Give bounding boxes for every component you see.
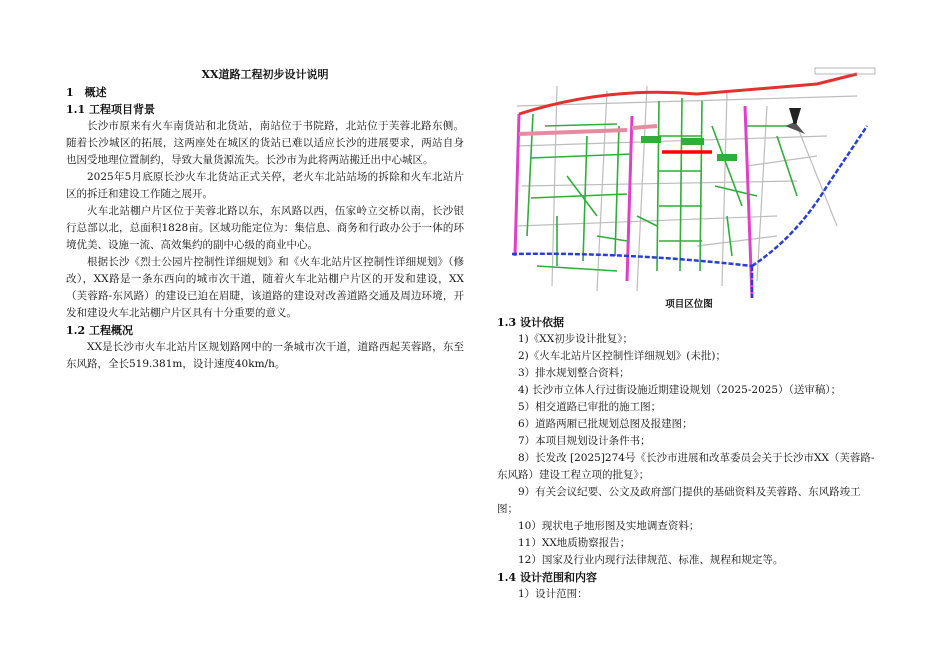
- basis-item-1: 1)《XX初步设计批复》；: [518, 333, 633, 345]
- location-map: [497, 66, 881, 298]
- section-1-3-heading: 1.3 设计依据: [497, 316, 564, 329]
- location-map-image: [497, 66, 881, 298]
- scope-item-1: 1）设计范围：: [518, 588, 588, 600]
- basis-item-11: 11）XX地质勘察报告；: [518, 537, 631, 549]
- paragraph-1: 长沙市原来有火车南货站和北货站，南站位于书院路，北站位于芙蓉北路东侧。随着长沙城区的拓展，这两座处在城区的货站已难以适应长沙的进展要求，两站自身也因受地理位置制约，导致大量货源流失。长沙市为此将两站搬迁出中心城区。: [66, 120, 464, 166]
- section-1-4-heading: 1.4 设计范围和内容: [497, 571, 597, 584]
- map-caption: 项目区位图: [665, 299, 713, 310]
- section-1-2-heading: 1.2 工程概况: [66, 324, 133, 337]
- paragraph-5: XX是长沙市火车北站片区规划路网中的一条城市次干道，道路西起芙蓉路，东至东风路，全长519.381m，设计速度40km/h。: [66, 341, 464, 370]
- basis-item-2: 2)《火车北站片区控制性详细规划》(未批)；: [518, 350, 726, 362]
- basis-item-9: 9）有关会议纪要、公文及政府部门提供的基础资料及芙蓉路、东风路竣工图；: [497, 486, 861, 515]
- paragraph-3: 火车北站棚户片区位于芙蓉北路以东，东风路以西，伍家岭立交桥以南，长沙银行总部以北，总面积1828亩。区域功能定位为：集信息、商务和行政办公于一体的环境优美、设施一流、高效集约的副中心级的商业中心。: [66, 205, 464, 251]
- basis-item-10: 10）现状电子地形图及实地调查资料；: [518, 520, 700, 532]
- basis-item-7: 7）本项目规划设计条件书；: [518, 435, 651, 447]
- basis-item-3: 3）排水规划整合资料；: [518, 367, 630, 379]
- section-1-1-heading: 1.1 工程项目背景: [66, 103, 155, 116]
- basis-item-4: 4) 长沙市立体人行过街设施近期建设规划（2025-2025）（送审稿）；: [518, 384, 842, 396]
- basis-item-6: 6）道路两厢已批规划总图及报建图；: [518, 418, 693, 430]
- left-column: [66, 66, 464, 373]
- basis-item-8: 8）长发改 [2025]274号《长沙市进展和改革委员会关于长沙市XX（芙蓉路-东风路）建设工程立项的批复》；: [497, 452, 875, 481]
- document-title: XX道路工程初步设计说明: [201, 68, 329, 81]
- paragraph-2: 2025年5月底原长沙火车北货站正式关停，老火车北站站场的拆除和火车北站片区的拆迁和建设工作随之展开。: [66, 171, 464, 200]
- basis-item-12: 12）国家及行业内现行法律规范、标准、规程和规定等。: [518, 554, 784, 566]
- paragraph-4: 根据长沙《烈士公园片控制性详细规划》和《火车北站片区控制性详细规划》（修改），XX路是一条东西向的城市次干道，随着火车北站棚户片区的开发和建设，XX（芙蓉路-东风路）的建设已迫在眉睫，该道路的建设对改善道路交通及周边环境，开发和建设火车北站棚户片区具有十分重要的意义。: [66, 256, 464, 319]
- section-1-heading: 1 概述: [66, 86, 107, 99]
- basis-item-5: 5）相交道路已审批的施工图；: [518, 401, 662, 413]
- right-column: [497, 66, 881, 603]
